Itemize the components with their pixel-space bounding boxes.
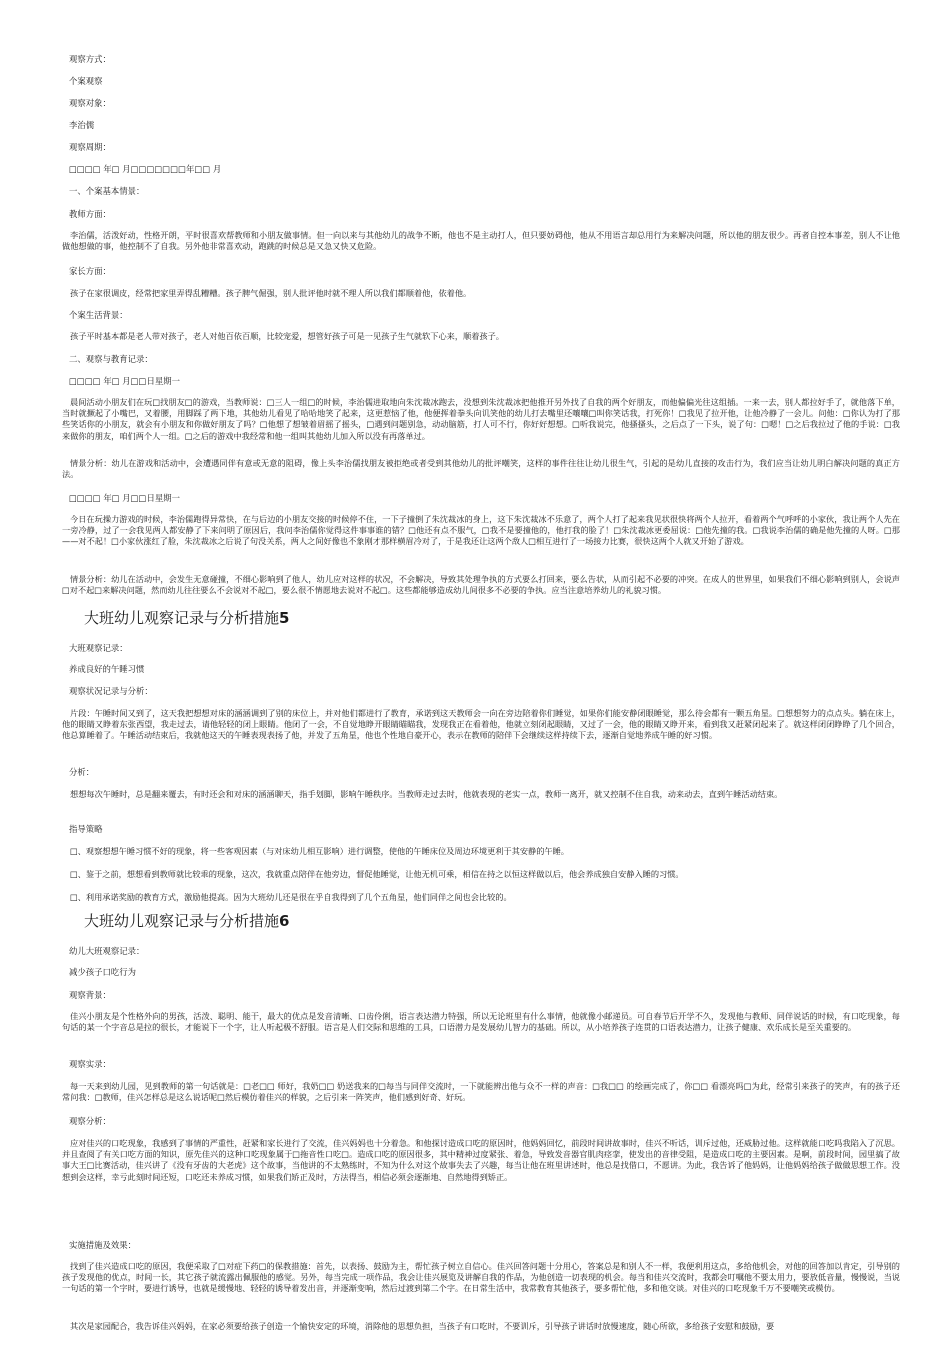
heading-6-number: 6 <box>279 912 290 930</box>
label-record-analysis: 观察状况记录与分析： <box>69 686 153 696</box>
label-observation-period: 观察周期： <box>69 142 111 152</box>
label-guidance-strategy: 指导策略 <box>69 824 103 834</box>
strategy-item-2: □、鉴于之前，想想看到教师就比较乖的现象，这次，我就重点陪伴在他旁边，督促他睡觉，让他无机可乘，相信在持之以恒这样做以后，他会养成独自安静入睡的习惯。 <box>70 869 684 879</box>
observation-method-value: 个案观察 <box>69 76 103 86</box>
article-heading-5 <box>84 607 289 628</box>
paragraph-teacher-side: 李治儒，活泼好动，性格开朗，平时很喜欢帮教师和小朋友做事情。但一向以来与其他幼儿的战争不断，他也不是主动打人，但只要妨碍他，他从不用语言却总用行为来解决问题，所以他的朋友很少。再者自控本事差，别人不让他做他想做的事，他控制不了自我。另外他非常喜欢动，跑跳的时候总是又急又快又危险。 <box>62 230 900 252</box>
label-teacher-side: 教师方面： <box>69 209 111 219</box>
label-analysis: 分析： <box>69 767 95 777</box>
label-kindergarten-record: 幼儿大班观察记录： <box>69 946 145 956</box>
label-observation-record: 观察实录： <box>69 1059 111 1069</box>
record-topic-nap: 养成良好的午睡习惯 <box>69 664 145 674</box>
section-heading-case-basics: 一、个案基本情景： <box>69 186 145 196</box>
label-parent-side: 家长方面： <box>69 266 111 276</box>
record-date-2: □□□□ 年□ 月□□日星期一 <box>69 493 180 503</box>
label-observation-target: 观察对象： <box>69 98 111 108</box>
paragraph-life-background: 孩子平时基本都是老人带对孩子，老人对他百依百顺，比较宠爱，想管好孩子可是一见孩子生气就软下心来，顺着孩子。 <box>70 331 504 341</box>
heading-5-text: 大班幼儿观察记录与分析措施 <box>84 609 280 627</box>
heading-5-number: 5 <box>279 609 290 627</box>
label-measures-effects: 实施措施及效果： <box>69 1240 136 1250</box>
observation-period-value: □□□□ 年□ 月□□□□□□□年□□ 月 <box>69 164 222 174</box>
paragraph-record-2: 今日在玩操力游戏的时候，李治儒跑得异常快，在与后边的小朋友交接的时候停不住，一下子撞倒了朱沈裁冰的身上，这下朱沈裁冰不乐意了，两个人打了起来我见状很快将两个人拉开，看着两个气呼呼的小家伙，我让两个人先在一旁冷静，过了一会我见两人都安静了下来问明了原因后，我问李治儒你觉得这件事事谁的错？□他还有点不服气，□我不是要撞他的，他打我的脸了！□朱沈裁冰更委屈说：□他先撞的我。□我说李治儒的确是他先撞的人呀。□那——对不起！□小家伙涨红了脸，朱沈裁冰之后说了句没关系，两人之间好像也不象刚才那样横眉冷对了，于是我还让这两个敌人□相互进行了一场接力比赛，很快这两个人就又开始了游戏。 <box>62 514 900 547</box>
paragraph-observation-record: 每一天来到幼儿园，见到教师的第一句话就是：□老□□ 师好，我奶□□ 奶送我来的□每当与同伴交流时，一下就能辨出他与众不一样的声音：□我□□ 的绘画完成了，你□□ 看漂亮吗□为此，经常引来孩子的笑声，有的孩子还常问我：□教师，佳兴怎样总是这么说话呢□然后模仿着佳兴的样貌，之后引来一阵笑声，他们感到好奇、好玩。 <box>62 1081 900 1103</box>
observation-target-value: 李治儒 <box>69 120 95 130</box>
paragraph-record-1: 晨间活动小朋友们在玩□找朋友□的游戏，当教师说：□三人一组□的时候，李治儒进取地向朱沈裁冰跑去，没想到朱沈裁冰把他推开另外找了自我的两个好朋友，而他偏偏光往这组插。一来一去，别人都拉好手了，就他落下单，当时就撅起了小嘴巴，又着腰，用脚踩了两下地，其他幼儿看见了哈哈地笑了起来，这更惹恼了他，他便挥着拳头向讥笑他的幼儿打去嘴里还嚷嚷□叫你笑话我，打死你！□我见了拉开他，让他冷静了一会儿。问他：□你认为打了那些笑话你的小朋友，就会有小朋友和你做好朋友了吗？□他想了想皱着眉摇了摇头，□遇到问题别急，动动脑筋，打人可不行，你好好想想。□听我说完，他搔搔头，之后点了一下头，说了句：□嗯！□之后我拉过了他的手说：□我来做你的朋友，咱们两个人一组。□之后的游戏中我经常和他一组叫其他幼儿加入所以没有再落单过。 <box>62 397 900 441</box>
label-observation-method: 观察方式： <box>69 54 111 64</box>
label-life-background: 个案生活背景： <box>69 310 128 320</box>
paragraph-analysis-2: 情景分析：幼儿在活动中，会发生无意碰撞，不细心影响到了他人，幼儿应对这样的状况，不会解决，导致其处理争执的方式要么打回来，要么告状，从而引起不必要的冲突。在成人的世界里，如果我们不细心影响到别人，会说声□对不起□来解决问题，然而幼儿往往要么不会说对不起□，要么很不情愿地去说对不起□。这些都能够造成幼儿间很多不必要的争执。应当注意培养幼儿的礼貌习惯。 <box>62 574 900 596</box>
strategy-item-3: □、利用承诺奖励的教育方式，激励他提高。因为大班幼儿还是很在乎自我得到了几个五角星，他们同伴之间也会比较的。 <box>70 892 512 902</box>
paragraph-parent-side: 孩子在家很调皮，经常把家里弄得乱糟糟。孩子脾气倔强，别人批评他时就不理人所以我们都顺着他，依着他。 <box>70 288 472 298</box>
paragraph-measures-2: 其次是家园配合，我告诉佳兴妈妈，在家必须要给孩子创造一个愉快安定的环境，消除他的思想负担，当孩子有口吃时，不要训斥，引导孩子讲话时放慢速度，随心所欲，多给孩子安慰和鼓励，要 <box>70 1321 775 1331</box>
paragraph-nap-analysis: 想想每次午睡时，总是翻来覆去，有时还会和对床的涵涵聊天，指手划脚，影响午睡秩序。当教师走过去时，他就表现的老实一点，教师一离开，就又控制不住自我，动来动去，直到午睡活动结束。 <box>70 789 783 799</box>
paragraph-background: 佳兴小朋友是个性格外向的男孩，活泼、聪明、能干，最大的优点是发音清晰、口齿伶俐，语言表达潜力特强，所以无论班里有什么事情，他就像小邮递员。可自春节后开学不久，发现他与教师、同伴说话的时候，有口吃现象，每句话的某一个字音总是拉的很长，才能说下一个字，让人听起极不舒服。语言是人们交际和思维的工具，口语潜力是发展幼儿智力的基础。所以，从小培养孩子连贯的口语表达潜力，让孩子健康、欢乐成长是至关重要的。 <box>62 1011 900 1033</box>
paragraph-analysis-1: 情景分析：幼儿在游戏和活动中，会遭遇同伴有意或无意的阻碍，像上头李治儒找朋友被拒绝或者受到其他幼儿的批评嘲笑，这样的事件往往让幼儿很生气，引起的是幼儿直接的攻击行为，我们应当让幼儿明白解决问题的真正方法。 <box>62 458 900 480</box>
paragraph-measures-1: 找到了佳兴造成口吃的原因，我便采取了□对症下药□的保教措施：首先，以表扬、鼓励为主，帮忙孩子树立自信心。佳兴回答问题十分用心，答案总是和别人不一样，我便利用这点，多给他机会，对他的回答加以肯定，引导别的孩子发现他的优点，时间一长，其它孩子就流露出佩服他的感觉。另外，每当完成一项作品，我会让佳兴展览及讲解自我的作品，为他创造一切表现的机会。每当和佳兴交流时，我都会叮嘱他不要太用力，要放低音量，慢慢说，当说一句话的第一个字时，要进行诱导，也就是缓慢地、轻轻的诱导着发出音，并逐渐变响，然后过渡到第二个字。在日常生活中，我常教育其他孩子，要多帮忙他，多和他交谈。对佳兴的口吃现象千万不要嘲笑或模仿。 <box>62 1261 900 1294</box>
paragraph-nap-episode: 片段：午睡时间又到了，这天我把想想对床的涵涵调到了别的床位上，并对他们都进行了教育，承诺到这天教师会一向在旁边陪着你们睡觉，如果你们能安静闭眼睡觉，那么待会都有一颗五角星。□想想努力的点点头。躺在床上，他的眼睛又睁着东张西望，我走过去，请他轻轻的闭上眼睛。他闭了一会，不自觉地睁开眼睛瞄瞄我，发现我正在看着他，他就立刻闭起眼睛，又过了一会，他的眼睛又睁开来，看到我又赶紧闭起来了。就这样闭闭睁睁了几个回合，他总算睡着了。午睡活动结束后，我就他这天的午睡表现表扬了他，并发了五角星，他也个性地自豪开心，表示在教师的陪伴下会继续这样持续下去，逐渐自觉地养成午睡的好习惯。 <box>62 708 900 741</box>
article-heading-6 <box>84 910 289 931</box>
record-date-1: □□□□ 年□ 月□□日星期一 <box>69 376 180 386</box>
label-observation-background: 观察背景： <box>69 990 111 1000</box>
paragraph-observation-analysis: 应对佳兴的口吃现象，我感到了事情的严重性，赶紧和家长进行了交流，佳兴妈妈也十分着急。和他探讨造成口吃的原因时，他妈妈回忆，前段时间讲故事时，佳兴不听话，训斥过他，还威胁过他。这样就能口吃吗我陷入了沉思。并且查阅了有关口吃方面的知识，原先佳兴的这种口吃现象属于□拖音性口吃□。造成口吃的原因很多，其中精神过度紧张、着急，导致发音器官肌肉痉挛，使发出的音律受阻，是造成口吃的主要因素。是啊，前段时间，园里搞了故事大王□比赛活动，佳兴讲了《没有牙齿的大老虎》这个故事，当他讲的不太熟练时，不知为什么对这个故事失去了兴趣，每当让他在班里讲述时，他总是找借口，不愿讲。为此，我告诉了他妈妈，让他妈妈给孩子做做思想工作。没想到会这样，幸亏此刻时间还短，口吃还未养成习惯，如果我们矫正及时，方法得当，相信必须会逐渐地、自然地得到矫正。 <box>62 1138 900 1182</box>
section-heading-records: 二、观察与教育记录： <box>69 354 153 364</box>
label-class-record: 大班观察记录： <box>69 643 128 653</box>
record-topic-stutter: 减少孩子口吃行为 <box>69 967 136 977</box>
strategy-item-1: □、观察想想午睡习惯不好的现象，将一些客观因素（与对床幼儿相互影响）进行调整，使他的午睡床位及周边环境更利于其安静的午睡。 <box>70 846 569 856</box>
heading-6-text: 大班幼儿观察记录与分析措施 <box>84 912 280 930</box>
label-observation-analysis: 观察分析： <box>69 1116 111 1126</box>
